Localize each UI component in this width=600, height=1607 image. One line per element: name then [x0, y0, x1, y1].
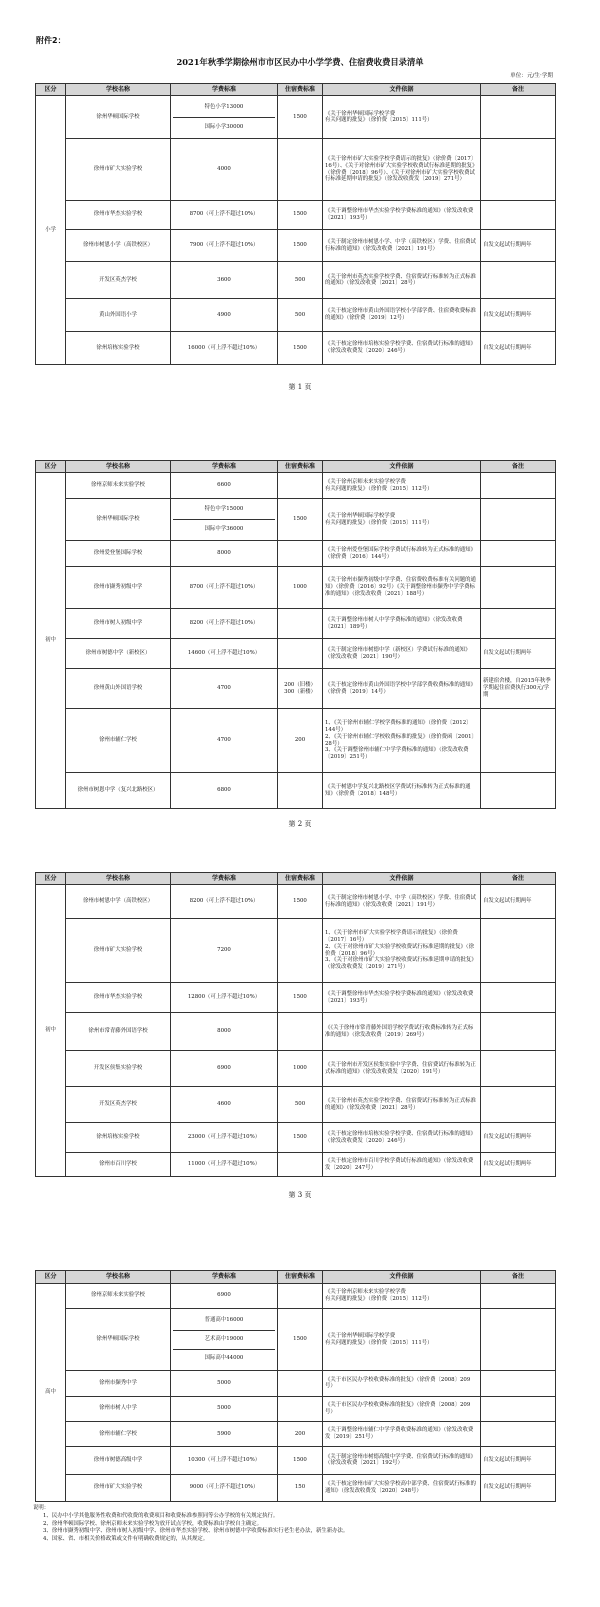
note-text: [481, 983, 556, 1013]
basis-text: 《关于核定徐州市培栋实验学校学费、住宿费试行标准的通知》（徐发改收费发〔2020〕246号）: [323, 1123, 481, 1153]
tuition-fee: 16000（可上浮不超过10%）: [171, 332, 278, 365]
boarding-fee: 200: [278, 709, 323, 773]
section-cell: 高中: [36, 1283, 66, 1501]
table-row: [36, 669, 556, 709]
table-row: [36, 200, 556, 229]
school-name: 徐州华顿国际学校: [66, 499, 171, 541]
basis-text: 《关于徐州市开发区侯集实验中学学费、住宿费试行标准转为正式标准的通知》（徐发改收费发〔2020〕191号）: [323, 1051, 481, 1087]
school-name: 徐州市树德中学（新校区）: [66, 639, 171, 669]
basis-text: 《关于制定徐州市树德高级中学学费、住宿费试行标准的通知》（徐发改收费〔2021〕192号）: [323, 1447, 481, 1474]
school-name: 徐州市矿大实验学校: [66, 919, 171, 983]
boarding-fee: [278, 1283, 323, 1308]
school-name: 徐州市矿大实验学校: [66, 1474, 171, 1501]
tuition-fee: 4000: [171, 139, 278, 201]
note-text: 新建宿舍楼，自2015年秋季学期起住宿费执行300元/学期: [481, 669, 556, 709]
tuition-fee: 6600: [171, 473, 278, 499]
boarding-fee: 1000: [278, 1051, 323, 1087]
table-row: [36, 773, 556, 809]
tuition-fee: 5900: [171, 1421, 278, 1446]
header-tuition: 学费标准: [171, 873, 278, 885]
tuition-fee: 8200（可上浮不超过10%）: [171, 609, 278, 639]
page-number: 第 3 页: [288, 1191, 312, 1199]
table-row: [36, 1308, 556, 1370]
school-name: 徐州培栋实验学校: [66, 1123, 171, 1153]
table-row: [36, 639, 556, 669]
boarding-fee: [278, 773, 323, 809]
header-tuition: 学费标准: [171, 84, 278, 96]
tuition-item: 国际小学30000: [204, 123, 244, 130]
school-name: 徐州华顿国际学校: [66, 96, 171, 139]
boarding-fee: [278, 1153, 323, 1177]
table-row: [36, 1013, 556, 1051]
basis-text: 《关于核定徐州市黄山外国语学校小学部学费、住宿费收费标准的通知》（徐价费〔2019〕12号）: [323, 299, 481, 332]
basis-text: 《关于制定徐州市树恩小学、中学（高铁校区）学费、住宿费试行标准的通知》（徐发改收费〔2021〕191号）: [323, 885, 481, 919]
header-boarding: 住宿费标准: [278, 1271, 323, 1284]
table-row: [36, 139, 556, 201]
basis-text: 《《关于徐州市常青藤外国语学校学费试行收费标准转为正式标准的通知》（徐发改收费〔2019〕269号）: [323, 1013, 481, 1051]
basis-text: 《关于徐州华顿国际学校学费 有关问题的批复》（徐价费〔2015〕111号）: [323, 499, 481, 541]
note-text: 自发文起试行期两年: [481, 885, 556, 919]
note-text: [481, 499, 556, 541]
tuition-fee: 5000: [171, 1371, 278, 1396]
note-text: [481, 1013, 556, 1051]
boarding-fee: [278, 639, 323, 669]
table-row: [36, 1123, 556, 1153]
tuition-fee: 8000: [171, 541, 278, 567]
explanation-notes: [33, 1505, 563, 1544]
note-item: 4、国家、省、市相关价格政策或文件有明确收费规定的，从其规定。: [43, 1536, 209, 1543]
header-basis: 文件依据: [323, 84, 481, 96]
note-text: [481, 609, 556, 639]
header-note: 备注: [481, 873, 556, 885]
table-row: [36, 473, 556, 499]
basis-text: 《关于调整徐州市华杰实验学校学费标准的通知》（徐发改收费〔2021〕193号）: [323, 983, 481, 1013]
tuition-fee: 11000（可上浮不超过10%）: [171, 1153, 278, 1177]
note-item: 3、徐州市撷秀初级中学、徐州市树人初级中学、徐州市华杰实验学校、徐州市树德中学收费标准实行老生老办法，新生新办法。: [43, 1528, 349, 1535]
school-name: 徐州市矿大实验学校: [66, 139, 171, 201]
tuition-fee: 8000: [171, 1013, 278, 1051]
tuition-fee: 8700（可上浮不超过10%）: [171, 200, 278, 229]
note-text: [481, 96, 556, 139]
school-name: 徐州黄山外国语学校: [66, 669, 171, 709]
note-text: [481, 200, 556, 229]
note-text: 自发文起试行期两年: [481, 1153, 556, 1177]
boarding-fee: 1500: [278, 96, 323, 139]
table-row: [36, 96, 556, 139]
basis-text: 《关于调整徐州市华杰实验学校学费标准的通知》（徐发改收费〔2021〕193号）: [323, 200, 481, 229]
note-text: 自发文起试行期两年: [481, 1123, 556, 1153]
fee-table-page-4: [35, 1270, 556, 1502]
basis-text: 《关于核定徐州市矿大实验学校高中部学费、住宿费试行标准的通知》（徐发改收费发〔2020〕248号）: [323, 1474, 481, 1501]
basis-text: 《关于徐州市撷秀初级中学学费、住宿费收费标准有关问题的通知》（徐价费〔2016〕92号）《关于调整徐州市撷秀中学学费标准的通知》（徐发改收费〔2021〕188号）: [323, 567, 481, 609]
header-basis: 文件依据: [323, 1271, 481, 1284]
basis-text: 《关于市区民办学校收费标准的批复》（徐价费〔2008〕209号）: [323, 1396, 481, 1421]
basis-text: 1、《关于徐州市辅仁学校学费标准的通知》（徐价费〔2012〕144号） 2、《关于徐州市辅仁学校收费标准的批复》（徐价费函〔2001〕28号） 3、《关于调整徐州市辅仁中学学费标准的通知》（徐发改收费〔2019〕251号）: [323, 709, 481, 773]
note-text: [481, 1396, 556, 1421]
school-name: 徐州市树人中学: [66, 1396, 171, 1421]
tuition-cell: [171, 96, 278, 139]
boarding-fee: 500: [278, 299, 323, 332]
school-name: 徐州市华杰实验学校: [66, 200, 171, 229]
tuition-fee: 23000（可上浮不超过10%）: [171, 1123, 278, 1153]
table-row: [36, 609, 556, 639]
header-section: 区分: [36, 461, 66, 473]
section-cell: 初中: [36, 473, 66, 809]
basis-text: 《关于树恩中学复兴北路校区学费试行标准转为正式标准的通知》（徐价费〔2018〕148号）: [323, 773, 481, 809]
basis-text: 《关于市区民办学校收费标准的批复》（徐价费〔2008〕209号）: [323, 1371, 481, 1396]
table-header-row: [36, 461, 556, 473]
header-school: 学校名称: [66, 461, 171, 473]
note-text: [481, 541, 556, 567]
section-cell: 初中: [36, 885, 66, 1177]
tuition-fee: 4900: [171, 299, 278, 332]
tuition-fee: 6900: [171, 1051, 278, 1087]
header-note: 备注: [481, 461, 556, 473]
note-text: 自发文起试行期两年: [481, 639, 556, 669]
basis-text: 《关于核定徐州市百川学校学费试行标准的通知》（徐发改收费发〔2020〕247号）: [323, 1153, 481, 1177]
table-row: [36, 332, 556, 365]
table-row: [36, 229, 556, 262]
boarding-fee: [278, 1396, 323, 1421]
basis-text: 《关于核定徐州市黄山外国语学校中学部学费收费标准的通知》（徐价费〔2019〕14号）: [323, 669, 481, 709]
boarding-fee: [278, 1013, 323, 1051]
header-boarding: 住宿费标准: [278, 873, 323, 885]
header-school: 学校名称: [66, 1271, 171, 1284]
boarding-fee: 500: [278, 262, 323, 299]
basis-text: 《关于调整徐州市辅仁中学学费收费标准的通知》（徐发改收费发〔2019〕251号）: [323, 1421, 481, 1446]
tuition-item: 普通高中16000: [173, 1312, 275, 1331]
school-name: 徐州培栋实验学校: [66, 332, 171, 365]
table-row: [36, 299, 556, 332]
boarding-fee: [278, 609, 323, 639]
boarding-fee: [278, 139, 323, 201]
table-header-row: [36, 873, 556, 885]
school-name: 徐州市百川学校: [66, 1153, 171, 1177]
basis-text: 1、《关于徐州市矿大实验学校学费请示的批复》（徐价费〔2017〕16号） 2、《关于对徐州市矿大实验学校收费试行标准延期的批复》（徐价费〔2018〕96号） 3、《关于对徐州市矿大实验学校收费试行标准延期申请的批复》（徐发改收费发〔2019〕271号）: [323, 919, 481, 983]
boarding-fee: 1500: [278, 885, 323, 919]
table-row: [36, 499, 556, 541]
school-name: 徐州市树恩中学（复兴北路校区）: [66, 773, 171, 809]
table-row: [36, 567, 556, 609]
header-section: 区分: [36, 1271, 66, 1284]
note-text: 自发文起试行期两年: [481, 1474, 556, 1501]
header-tuition: 学费标准: [171, 461, 278, 473]
tuition-fee: 12800（可上浮不超过10%）: [171, 983, 278, 1013]
page-number: 第 2 页: [288, 820, 312, 828]
tuition-fee: 4700: [171, 669, 278, 709]
header-boarding: 住宿费标准: [278, 461, 323, 473]
boarding-fee: 1500: [278, 229, 323, 262]
boarding-fee: 500: [278, 1087, 323, 1123]
boarding-fee: 1500: [278, 983, 323, 1013]
tuition-fee: 8700（可上浮不超过10%）: [171, 567, 278, 609]
basis-text: 《关于徐州华顿国际学校学费 有关问题的批复》（徐价费〔2015〕111号）: [323, 1308, 481, 1370]
header-note: 备注: [481, 84, 556, 96]
school-name: 徐州京师未来实验学校: [66, 473, 171, 499]
page-number: 第 1 页: [288, 383, 312, 391]
note-item: 2、徐州华顿国际学校、徐州京师未来实验学校为放开试点学校，收费标准由学校自主确定。: [43, 1520, 263, 1527]
tuition-fee: 10300（可上浮不超过10%）: [171, 1447, 278, 1474]
tuition-fee: 3600: [171, 262, 278, 299]
annex-label: 附件2：: [36, 36, 66, 45]
boarding-fee: 200（旧楼） 300（新楼）: [278, 669, 323, 709]
school-name: 徐州市树恩小学（高铁校区）: [66, 229, 171, 262]
table-row: [36, 919, 556, 983]
note-text: 自发文起试行期两年: [481, 1447, 556, 1474]
boarding-fee: 1500: [278, 499, 323, 541]
tuition-fee: 4600: [171, 1087, 278, 1123]
note-text: 自发文起试行期两年: [481, 299, 556, 332]
note-text: [481, 1051, 556, 1087]
table-row: [36, 709, 556, 773]
notes-heading: 说明：: [33, 1505, 50, 1511]
school-name: 徐州市华杰实验学校: [66, 983, 171, 1013]
fee-table-page-3: [35, 872, 556, 1177]
header-section: 区分: [36, 84, 66, 96]
tuition-item: 艺术高中19000: [173, 1331, 275, 1350]
tuition-item: 特色中学15000: [173, 500, 275, 520]
note-text: [481, 1421, 556, 1446]
basis-text: 《关于核定徐州市培栋实验学校学费、住宿费试行标准的通知》（徐发改收费发〔2020〕246号）: [323, 332, 481, 365]
basis-text: 《关于徐州华顿国际学校学费 有关问题的批复》（徐价费〔2015〕111号）: [323, 96, 481, 139]
unit-note: 单位：元/生·学期: [510, 73, 553, 79]
school-name: 徐州市常青藤外国语学校: [66, 1013, 171, 1051]
basis-text: 《关于制定徐州市树恩小学、中学（高铁校区）学费、住宿费试行标准的通知》（徐发改收费〔2021〕191号）: [323, 229, 481, 262]
boarding-fee: 1500: [278, 1308, 323, 1370]
table-header-row: [36, 84, 556, 96]
document-title: 2021年秋季学期徐州市市区民办中小学学费、住宿费收费目录清单: [176, 57, 424, 67]
basis-text: 《关于徐州市矿大实验学校学费请示的批复》（徐价费〔2017〕16号）、《关于对徐州市矿大实验学校收费试行标准延期的批复》（徐价费〔2018〕96号）、《关于对徐州市矿大实验学校收费试行标准延期申请的批复》（徐发改收费发〔2019〕271号）: [323, 139, 481, 201]
tuition-fee: 4700: [171, 709, 278, 773]
school-name: 徐州市辅仁学校: [66, 709, 171, 773]
school-name: 开发区英杰学校: [66, 1087, 171, 1123]
school-name: 徐州市撷秀初级中学: [66, 567, 171, 609]
tuition-cell: [171, 1308, 278, 1370]
school-name: 开发区英杰学校: [66, 262, 171, 299]
basis-text: 《关于徐州爱登堡国际学校学费试行标准转为正式标准的通知》（徐价费〔2016〕144号）: [323, 541, 481, 567]
boarding-fee: [278, 919, 323, 983]
boarding-fee: [278, 541, 323, 567]
tuition-item: 特色小学13000: [173, 98, 275, 118]
table-row: [36, 1371, 556, 1396]
tuition-fee: 6800: [171, 773, 278, 809]
boarding-fee: 1500: [278, 332, 323, 365]
table-row: [36, 1421, 556, 1446]
note-text: [481, 473, 556, 499]
boarding-fee: [278, 1371, 323, 1396]
basis-text: 《关于徐州京师未来实验学校学费 有关问题的批复》（徐价费〔2015〕112号）: [323, 1283, 481, 1308]
header-basis: 文件依据: [323, 873, 481, 885]
tuition-fee: 7900（可上浮不超过10%）: [171, 229, 278, 262]
tuition-fee: 8200（可上浮不超过10%）: [171, 885, 278, 919]
note-text: 自发文起试行期两年: [481, 332, 556, 365]
table-row: [36, 1051, 556, 1087]
header-school: 学校名称: [66, 84, 171, 96]
note-text: [481, 709, 556, 773]
school-name: 黄山外国语小学: [66, 299, 171, 332]
table-row: [36, 262, 556, 299]
note-text: 自发文起试行期两年: [481, 229, 556, 262]
table-row: [36, 1153, 556, 1177]
tuition-fee: 7200: [171, 919, 278, 983]
boarding-fee: [278, 473, 323, 499]
tuition-fee: 9000（可上浮不超过10%）: [171, 1474, 278, 1501]
table-row: [36, 885, 556, 919]
school-name: 徐州市树人初级中学: [66, 609, 171, 639]
basis-text: 《关于徐州京师未来实验学校学费 有关问题的批复》（徐价费〔2015〕112号）: [323, 473, 481, 499]
table-row: [36, 983, 556, 1013]
tuition-item: 国际中学36000: [204, 526, 244, 533]
table-row: [36, 541, 556, 567]
school-name: 徐州华顿国际学校: [66, 1308, 171, 1370]
school-name: 开发区侯集实验学校: [66, 1051, 171, 1087]
note-text: [481, 919, 556, 983]
header-tuition: 学费标准: [171, 1271, 278, 1284]
note-text: [481, 1087, 556, 1123]
boarding-fee: 1000: [278, 567, 323, 609]
table-row: [36, 1447, 556, 1474]
tuition-cell: [171, 499, 278, 541]
note-text: [481, 773, 556, 809]
header-section: 区分: [36, 873, 66, 885]
basis-text: 《关于调整徐州市树人中学学费标准的通知》（徐发改收费〔2021〕189号）: [323, 609, 481, 639]
boarding-fee: 200: [278, 1421, 323, 1446]
school-name: 徐州市撷秀中学: [66, 1371, 171, 1396]
school-name: 徐州市辅仁学校: [66, 1421, 171, 1446]
basis-text: 《关于徐州市英杰实验学校学费、住宿费试行标准转为正式标准的通知》（徐发改收费〔2021〕28号）: [323, 262, 481, 299]
table-row: [36, 1396, 556, 1421]
note-item: 1、民办中小学其他服务性收费和代收费的收费项目和收费标准参照同等公办学校的有关规定执行。: [43, 1512, 279, 1519]
note-text: [481, 1371, 556, 1396]
boarding-fee: 1500: [278, 1123, 323, 1153]
school-name: 徐州市树德高级中学: [66, 1447, 171, 1474]
header-basis: 文件依据: [323, 461, 481, 473]
school-name: 徐州爱登堡国际学校: [66, 541, 171, 567]
table-header-row: [36, 1271, 556, 1284]
boarding-fee: 1500: [278, 200, 323, 229]
header-school: 学校名称: [66, 873, 171, 885]
note-text: [481, 262, 556, 299]
note-text: [481, 567, 556, 609]
boarding-fee: 150: [278, 1474, 323, 1501]
basis-text: 《关于徐州市英杰实验学校学费、住宿费试行标准转为正式标准的通知》（徐发改收费〔2021〕28号）: [323, 1087, 481, 1123]
header-note: 备注: [481, 1271, 556, 1284]
header-boarding: 住宿费标准: [278, 84, 323, 96]
tuition-fee: 6900: [171, 1283, 278, 1308]
school-name: 徐州市树恩中学（高铁校区）: [66, 885, 171, 919]
note-text: [481, 1308, 556, 1370]
table-row: [36, 1087, 556, 1123]
tuition-fee: 5000: [171, 1396, 278, 1421]
tuition-item: 国际高中44000: [204, 1355, 244, 1362]
note-text: [481, 139, 556, 201]
note-text: [481, 1283, 556, 1308]
boarding-fee: 1500: [278, 1447, 323, 1474]
basis-text: 《关于制定徐州市树德中学（新校区）学费试行标准的通知》（徐发改收费〔2021〕190号）: [323, 639, 481, 669]
school-name: 徐州京师未来实验学校: [66, 1283, 171, 1308]
fee-table-page-1: [35, 83, 556, 365]
table-row: [36, 1474, 556, 1501]
section-cell: 小学: [36, 96, 66, 365]
fee-table-page-2: [35, 460, 556, 809]
table-row: [36, 1283, 556, 1308]
tuition-fee: 14600（可上浮不超过10%）: [171, 639, 278, 669]
